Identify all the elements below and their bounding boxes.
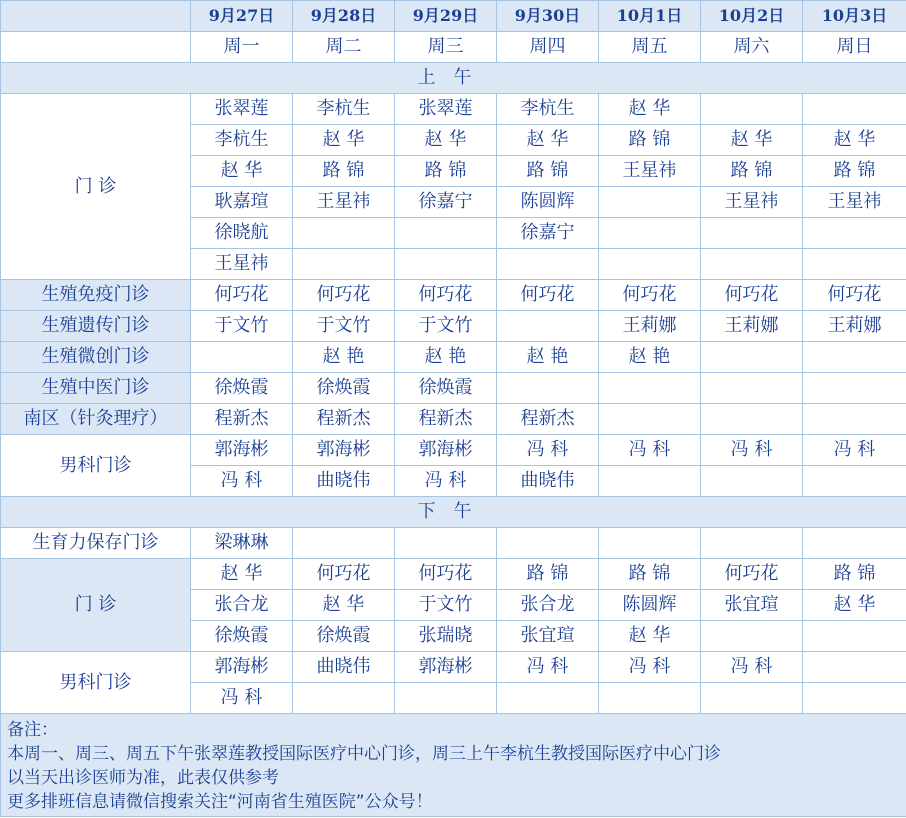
date-cell: 9月28日 (293, 1, 395, 32)
corner-cell (1, 32, 191, 63)
corner-cell (1, 1, 191, 32)
doctor-cell: 徐焕霞 (191, 373, 293, 404)
doctor-cell: 张宜瑄 (701, 590, 803, 621)
doctor-cell: 何巧花 (497, 280, 599, 311)
doctor-cell: 路 锦 (803, 156, 906, 187)
doctor-cell (395, 683, 497, 714)
department-label: 门 诊 (1, 559, 191, 652)
doctor-cell (293, 249, 395, 280)
doctor-cell (701, 342, 803, 373)
doctor-cell: 张宜瑄 (497, 621, 599, 652)
doctor-cell: 程新杰 (191, 404, 293, 435)
doctor-cell: 赵 华 (599, 94, 701, 125)
schedule-row (1, 404, 906, 435)
schedule-row (1, 559, 906, 590)
doctor-cell (395, 528, 497, 559)
doctor-cell: 李杭生 (497, 94, 599, 125)
doctor-cell (497, 311, 599, 342)
doctor-cell: 于文竹 (395, 590, 497, 621)
doctor-cell: 郭海彬 (191, 435, 293, 466)
doctor-cell (803, 528, 906, 559)
doctor-cell: 王星祎 (191, 249, 293, 280)
doctor-cell: 于文竹 (293, 311, 395, 342)
doctor-cell: 冯 科 (497, 652, 599, 683)
doctor-cell (803, 342, 906, 373)
doctor-cell: 梁琳琳 (191, 528, 293, 559)
date-header-row (1, 1, 906, 32)
doctor-cell: 陈圆辉 (497, 187, 599, 218)
doctor-cell: 冯 科 (701, 652, 803, 683)
note-line: 备注： (7, 720, 58, 740)
notes-cell (1, 714, 906, 817)
doctor-cell: 徐焕霞 (395, 373, 497, 404)
doctor-cell: 张合龙 (497, 590, 599, 621)
weekday-cell: 周一 (191, 32, 293, 63)
doctor-cell: 何巧花 (395, 280, 497, 311)
doctor-cell (599, 218, 701, 249)
doctor-cell (395, 218, 497, 249)
doctor-cell: 何巧花 (191, 280, 293, 311)
date-cell: 10月3日 (803, 1, 906, 32)
doctor-cell: 张翠莲 (395, 94, 497, 125)
doctor-cell (599, 528, 701, 559)
doctor-cell: 路 锦 (293, 156, 395, 187)
doctor-cell (599, 466, 701, 497)
doctor-cell (701, 404, 803, 435)
doctor-cell (701, 683, 803, 714)
doctor-cell: 徐焕霞 (293, 373, 395, 404)
doctor-cell: 冯 科 (191, 466, 293, 497)
doctor-cell: 冯 科 (497, 435, 599, 466)
schedule-row (1, 373, 906, 404)
schedule-row (1, 652, 906, 683)
doctor-cell (803, 218, 906, 249)
doctor-cell: 程新杰 (395, 404, 497, 435)
doctor-cell: 郭海彬 (395, 652, 497, 683)
department-label: 门 诊 (1, 94, 191, 280)
doctor-cell (599, 373, 701, 404)
weekday-cell: 周六 (701, 32, 803, 63)
doctor-cell: 张合龙 (191, 590, 293, 621)
doctor-cell (803, 683, 906, 714)
note-line: 本周一、周三、周五下午张翠莲教授国际医疗中心门诊，周三上午李杭生教授国际医疗中心门诊 (7, 744, 721, 764)
doctor-cell: 冯 科 (803, 435, 906, 466)
date-cell: 10月2日 (701, 1, 803, 32)
doctor-cell (599, 404, 701, 435)
doctor-cell (293, 528, 395, 559)
doctor-cell: 徐晓航 (191, 218, 293, 249)
doctor-cell: 曲晓伟 (293, 466, 395, 497)
department-label: 生殖微创门诊 (1, 342, 191, 373)
doctor-cell: 路 锦 (701, 156, 803, 187)
doctor-cell: 路 锦 (599, 125, 701, 156)
doctor-cell: 何巧花 (293, 559, 395, 590)
doctor-cell: 何巧花 (803, 280, 906, 311)
doctor-cell: 张翠莲 (191, 94, 293, 125)
doctor-cell: 路 锦 (599, 559, 701, 590)
afternoon-section-row (1, 497, 906, 528)
doctor-cell (701, 621, 803, 652)
date-cell: 10月1日 (599, 1, 701, 32)
doctor-cell: 郭海彬 (191, 652, 293, 683)
doctor-cell: 冯 科 (599, 652, 701, 683)
doctor-cell: 赵 华 (803, 590, 906, 621)
doctor-cell: 赵 华 (599, 621, 701, 652)
date-cell: 9月30日 (497, 1, 599, 32)
doctor-cell: 郭海彬 (293, 435, 395, 466)
doctor-cell (701, 528, 803, 559)
morning-section-row (1, 63, 906, 94)
doctor-cell: 王星祎 (701, 187, 803, 218)
schedule-row (1, 311, 906, 342)
doctor-cell (497, 528, 599, 559)
doctor-cell (599, 683, 701, 714)
doctor-cell: 赵 华 (497, 125, 599, 156)
doctor-cell (803, 94, 906, 125)
doctor-cell: 于文竹 (191, 311, 293, 342)
note-line: 以当天出诊医师为准，此表仅供参考 (7, 768, 279, 788)
doctor-cell: 王星祎 (599, 156, 701, 187)
doctor-cell: 王莉娜 (701, 311, 803, 342)
doctor-cell (803, 404, 906, 435)
doctor-cell: 赵 艳 (497, 342, 599, 373)
doctor-cell: 何巧花 (701, 559, 803, 590)
weekday-cell: 周三 (395, 32, 497, 63)
weekday-header-row (1, 32, 906, 63)
doctor-cell: 赵 华 (191, 559, 293, 590)
doctor-cell: 程新杰 (293, 404, 395, 435)
doctor-cell: 王星祎 (803, 187, 906, 218)
doctor-cell (191, 342, 293, 373)
doctor-cell: 徐嘉宁 (497, 218, 599, 249)
doctor-cell (599, 249, 701, 280)
doctor-cell: 徐焕霞 (191, 621, 293, 652)
doctor-cell (803, 466, 906, 497)
doctor-cell: 路 锦 (803, 559, 906, 590)
doctor-cell: 赵 艳 (599, 342, 701, 373)
doctor-cell: 何巧花 (293, 280, 395, 311)
doctor-cell: 陈圆辉 (599, 590, 701, 621)
doctor-cell: 赵 艳 (293, 342, 395, 373)
date-cell: 9月29日 (395, 1, 497, 32)
weekday-cell: 周二 (293, 32, 395, 63)
doctor-cell: 张瑞晓 (395, 621, 497, 652)
doctor-cell (701, 373, 803, 404)
schedule-row (1, 280, 906, 311)
doctor-cell (497, 249, 599, 280)
doctor-cell: 路 锦 (497, 559, 599, 590)
date-cell: 9月27日 (191, 1, 293, 32)
doctor-cell: 曲晓伟 (293, 652, 395, 683)
doctor-cell: 曲晓伟 (497, 466, 599, 497)
section-title: 上午 (1, 63, 906, 94)
doctor-cell: 冯 科 (395, 466, 497, 497)
doctor-cell: 赵 华 (395, 125, 497, 156)
doctor-cell: 赵 华 (293, 125, 395, 156)
doctor-cell: 何巧花 (701, 280, 803, 311)
doctor-cell (803, 652, 906, 683)
doctor-cell (803, 621, 906, 652)
doctor-cell (701, 218, 803, 249)
schedule-row (1, 342, 906, 373)
doctor-cell (599, 187, 701, 218)
doctor-cell: 冯 科 (599, 435, 701, 466)
doctor-cell: 冯 科 (701, 435, 803, 466)
department-label: 生殖遗传门诊 (1, 311, 191, 342)
doctor-cell: 王莉娜 (803, 311, 906, 342)
doctor-cell (293, 218, 395, 249)
doctor-cell: 徐焕霞 (293, 621, 395, 652)
doctor-cell (803, 249, 906, 280)
department-label: 男科门诊 (1, 435, 191, 497)
doctor-cell: 何巧花 (395, 559, 497, 590)
doctor-cell: 赵 艳 (395, 342, 497, 373)
department-label: 南区（针灸理疗） (1, 404, 191, 435)
doctor-cell (395, 249, 497, 280)
schedule-row (1, 528, 906, 559)
department-label: 男科门诊 (1, 652, 191, 714)
department-label: 生殖免疫门诊 (1, 280, 191, 311)
section-title: 下午 (1, 497, 906, 528)
doctor-cell: 于文竹 (395, 311, 497, 342)
doctor-cell: 赵 华 (701, 125, 803, 156)
doctor-cell: 王星祎 (293, 187, 395, 218)
doctor-cell: 耿嘉瑄 (191, 187, 293, 218)
weekday-cell: 周五 (599, 32, 701, 63)
note-line: 更多排班信息请微信搜索关注“河南省生殖医院”公众号！ (7, 792, 433, 812)
doctor-cell (497, 373, 599, 404)
doctor-cell: 赵 华 (191, 156, 293, 187)
doctor-cell: 郭海彬 (395, 435, 497, 466)
doctor-cell: 程新杰 (497, 404, 599, 435)
weekday-cell: 周四 (497, 32, 599, 63)
doctor-cell (701, 249, 803, 280)
doctor-cell: 李杭生 (293, 94, 395, 125)
doctor-cell: 冯 科 (191, 683, 293, 714)
doctor-cell (293, 683, 395, 714)
schedule-row (1, 435, 906, 466)
doctor-cell: 李杭生 (191, 125, 293, 156)
schedule-body (1, 1, 906, 817)
doctor-cell: 王莉娜 (599, 311, 701, 342)
department-label: 生殖中医门诊 (1, 373, 191, 404)
doctor-cell: 徐嘉宁 (395, 187, 497, 218)
doctor-cell (701, 466, 803, 497)
doctor-cell: 路 锦 (497, 156, 599, 187)
doctor-cell: 赵 华 (293, 590, 395, 621)
weekday-cell: 周日 (803, 32, 906, 63)
doctor-cell: 何巧花 (599, 280, 701, 311)
doctor-cell (497, 683, 599, 714)
notes-row (1, 714, 906, 817)
department-label: 生育力保存门诊 (1, 528, 191, 559)
doctor-cell: 路 锦 (395, 156, 497, 187)
schedule-row (1, 94, 906, 125)
doctor-cell: 赵 华 (803, 125, 906, 156)
doctor-cell (701, 94, 803, 125)
doctor-cell (803, 373, 906, 404)
